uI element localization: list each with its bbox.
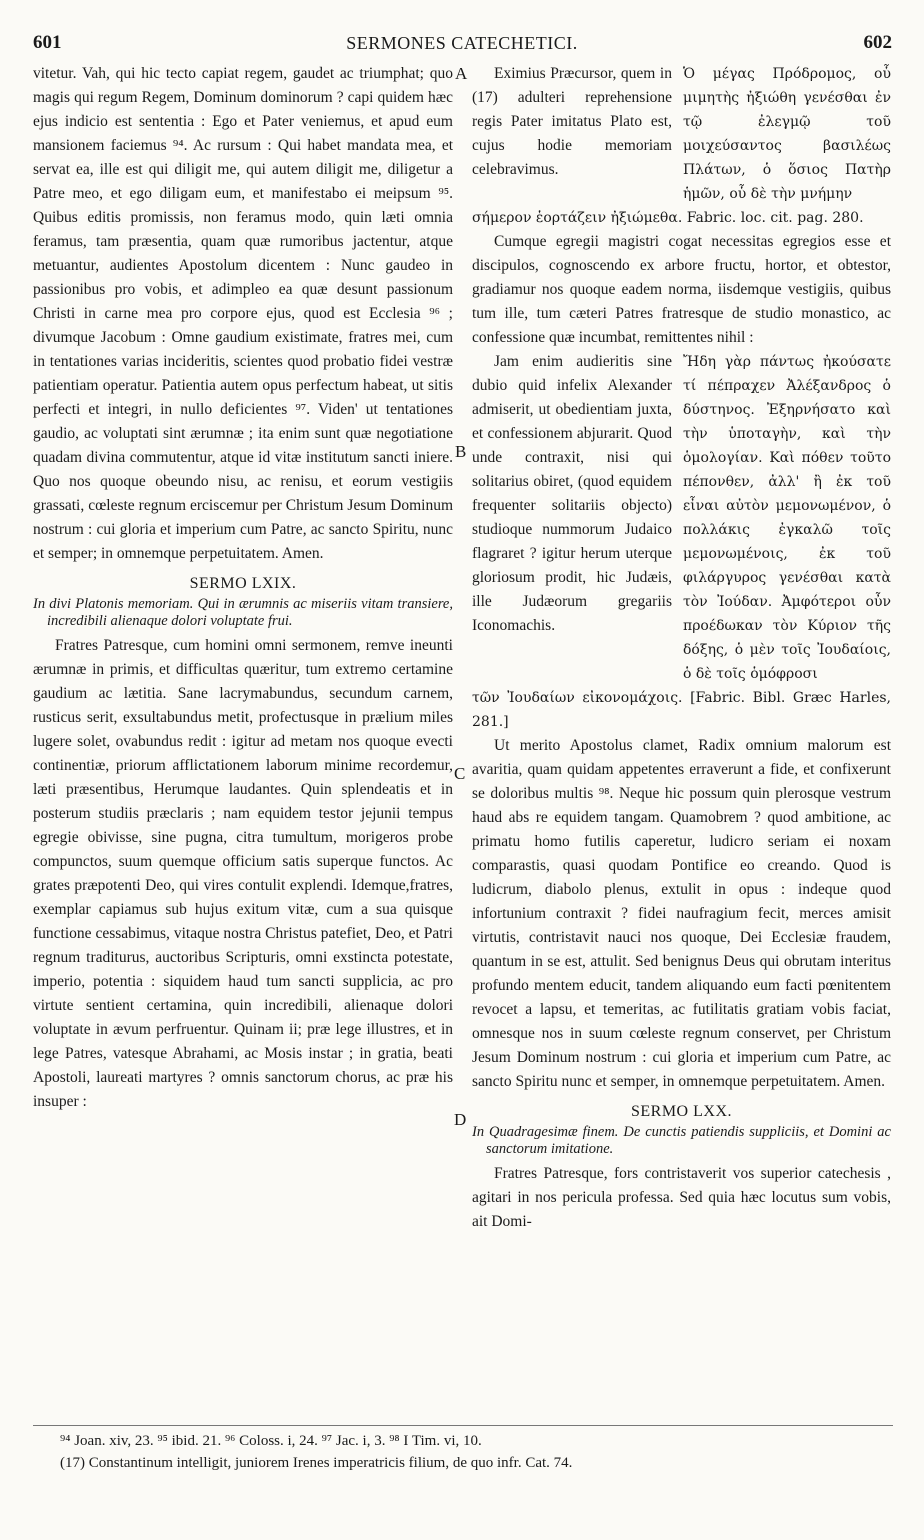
footnote-divider (33, 1425, 893, 1426)
right-page-number: 602 (863, 32, 892, 53)
right-paragraph-2: Ut merito Apostolus clamet, Radix omnium malorum est avaritia, quam quidam appetentes erraverunt a fide, et confixerunt se doloribus multis ⁹⁸. Neque hic possum quin plerosque vestrum haud abs re equidem tangam. Quamobrem ? quod ambitione, ac primatu homo futilis caperetur, ludicro seriam ei noxam comparastis, quasi quodam Pontifice eo creando. Quod is ludicrum, diabolo plenus, extulit in opus : indeque quod infortunium contraxit ? fidei naufragium fecit, merces amisit virtutis, contristavit nauci nos quoque, Dei Ecclesiæ fraudem, quantum in se est, attulit. Sed benignus Deus qui obrutam interitus profundo mentem educit, tandem aliquando eum facti pœnitentem revocet a lapsu, et temeritas, ac futilitatis gratiam vobis faciat, omnesque nos in suum cœleste regnum conservet, per Christum Jesum Dominum nostrum : cui gloria et imperium cum Patre, ac sancto Spiritu nunc et semper, in omnemque perpetuitatem. Amen. (472, 737, 891, 1090)
right-paragraph-3: Fratres Patresque, fors contristaverit vos superior catechesis , agitari in nos pericula professa. Sed quia hæc locutus sum vobis, ait Domi- (472, 1165, 891, 1230)
margin-marker-b: B (455, 442, 467, 461)
margin-marker-a: A (455, 64, 468, 83)
running-title: SERMONES CATECHETICI. (346, 33, 578, 53)
right-paragraph-1: Cumque egregii magistri cogat necessitas egregios esse et discipulos, cognoscendo ex arbore fructu, hortor, et obtestor, gradiamur nos quoque eadem norma, iisdemque vestigiis, quibus tum ille, tum cæteri Patres fratresque de studio monastico, ac confessione quæ incumbat, remittentes nihil : (472, 233, 891, 346)
footnote-line-2: (17) Constantinum intelligit, juniorem Irenes imperatricis filium, de quo infr. Cat. 74. (60, 1455, 573, 1471)
sermo-lxix-description: In divi Platonis memoriam. Qui in ærumnis ac miseriis vitam transiere, incredibili alienaque dolori voluptate frui. (33, 596, 453, 629)
left-paragraph-1: vitetur. Vah, qui hic tecto capiat regem, gaudet ac triumphat; quo magis qui regum Regem, Dominum dominorum ? capi quidem hæc ejus indicio est sententia : Ego et Pater veniemus, et apud eum mansionem faciemus ⁹⁴. Ac rursum : Qui habet mandata mea, et servat ea, ille est qui diligit me, qui autem diligit me, diligetur a Patre meo, et ego diligam eum, et manifestabo ei meipsum ⁹⁵. Quibus editis promissis, non feramus modo, quin læti omnia feramus, tam præsentia, quam quæ rumoribus jactentur, atque metuantur, audientes Apostolum dicentem : Nunc gaudeo in passionibus pro vobis, et adimpleo ea quæ desunt passionum Christi in carne mea pro corpore ejus, quod est Ecclesia ⁹⁶ ; divumque Jacobum : Omne gaudium existimate, fratres mei, cum in tentationes varias incideritis, scientes quod probatio fidei vestræ patientiam operatur. Patientia autem opus perfectum habeat, ut sitis perfecti et integri, in nullo deficientes ⁹⁷. Viden' ut tentationes gaudio, ac voluptati sint ærumnæ ; ita enim sunt quæ negotiatione quadam divina commutentur, atque id vitæ institutum sancti iniere. Quo nos quoque obeundo nisu, ac renisu, et eorum vestigiis grassati, cœleste regnum erciscemur per Christum Jesum Dominum nostrum : cui gloria et imperium cum Patre, ac sancto Spiritu, nunc et semper; in omnemque perpetuitatem. Amen. (33, 65, 453, 562)
greek-text-1-continued: σήμερον ἑορτάζειν ἠξιώμεθα. Fabric. loc. cit. pag. 280. (472, 210, 864, 226)
latin-text-1: Eximius Præcursor, quem in (17) adulteri reprehensione regis Pater imitatus Plato est, cujus hodie memoriam celebravimus. (472, 65, 672, 178)
sermo-lxx-description: In Quadragesimæ finem. De cunctis patiendis suppliciis, et Domini ac sanctorum imitatione. (472, 1124, 891, 1157)
greek-text-2-continued: τῶν Ἰουδαίων εἰκονομάχοις. [Fabric. Bibl. Græc Harles, 281.] (472, 690, 891, 730)
sermo-lxx-title: SERMO LXX. (630, 1103, 732, 1120)
left-column (33, 62, 453, 1114)
footnotes (60, 1430, 900, 1474)
margin-marker-d: D (454, 1110, 467, 1129)
right-column (472, 62, 891, 1234)
bilingual-block-1 (472, 62, 891, 206)
bilingual-block-2 (472, 350, 891, 686)
left-paragraph-2: Fratres Patresque, cum homini omni sermonem, remve ineunti ærumnæ in primis, et difficultas quæritur, tum extremo certamine gaudium ac lætitia. Sane lacrymabundus, secundum carnem, rusticus serit, exsultabundus metit, profectusque in prælium miles lugere solet, ovabundus redit : igitur ad metam nos quoque evecti continentiæ, priorum afflictationem laborum minime recordemur, læti præsentibus, Herumque laudantes. Quin splendeatis et in posterum studiis præclaris ; nam equidem testor jejunii tempus egregie obivisse, sine pugna, citra tumultum, morigeros probe compunctos, suum quemque officium satis superque functos. Ac grates præpotenti Deo, qui vires contulit explendi. Idemque,fratres, exemplar capiamus sub hujus exitum vitæ, cum a sua quisque functione cessabimus, vitaque nostra Christus patefiet, Deo, et Patri regnum traditurus, auctoribus Scripturis, omni exstincta potestate, imperio, potentia : siquidem haud tum sancti supplicia, ac pro virtute sentient certamina, quin incredibili, alienaque dolori voluptate in ævum perfruentur. Quinam ii; præ lege illustres, et in lege Patres, vatesque Abrahami, ac Mosis instar ; in gratia, beati Apostoli, laureati martyres ? omnis sanctorum chorus, ac præ his insuper : (33, 637, 453, 1110)
greek-text-1: Ὁ μέγας Πρόδρομος, οὗ μιμητὴς ἠξιώθη γενέσθαι ἐν τῷ ἐλεγμῷ τοῦ μοιχεύσαντος βασιλέως Πλάτων, ὁ ὅσιος Πατὴρ ἡμῶν, οὗ δὲ τὴν μνήμην (683, 66, 891, 202)
left-page-number: 601 (33, 32, 62, 53)
margin-marker-c: C (454, 764, 466, 783)
latin-text-2: Jam enim audieritis sine dubio quid infelix Alexander admiserit, ut obedientiam juxta, et confessionem abjurarit. Quod unde contraxit, nisi qui solitarius obiret, (quod equidem frequenter solitariis objecto) studioque nummorum Judaico flagraret ? igitur herum uterque gloriosum prodit, hic Judæis, ille Judæorum gregariis Iconomachis. (472, 353, 672, 634)
sermo-lxix-title: SERMO LXIX. (189, 575, 297, 592)
footnote-line-1: ⁹⁴ Joan. xiv, 23. ⁹⁵ ibid. 21. ⁹⁶ Coloss. i, 24. ⁹⁷ Jac. i, 3. ⁹⁸ I Tim. vi, 10. (60, 1433, 482, 1449)
greek-text-2: Ἤδη γὰρ πάντως ἠκούσατε τί πέπραχεν Ἀλέξανδρος ὁ δύστηνος. Ἐξηρνήσατο καὶ τὴν ὑποταγὴν, καὶ τὴν ὁμολογίαν. Καὶ πόθεν τοῦτο πέπονθεν, ἀλλ' ἢ ἐκ τοῦ εἶναι αὐτὸν μεμονωμένον, ὁ πολλάκις ἐγκαλῶ τοῖς μεμονωμένοις, ἐκ τοῦ φιλάργυρος γενέσθαι κατὰ τὸν Ἰούδαν. Ἀμφότεροι οὖν προέδωκαν τὸν Κύριον τῆς δόξης, ὁ μὲν τοῖς Ἰουδαίοις, ὁ δὲ τοῖς ὁμόφροσι (683, 354, 891, 682)
